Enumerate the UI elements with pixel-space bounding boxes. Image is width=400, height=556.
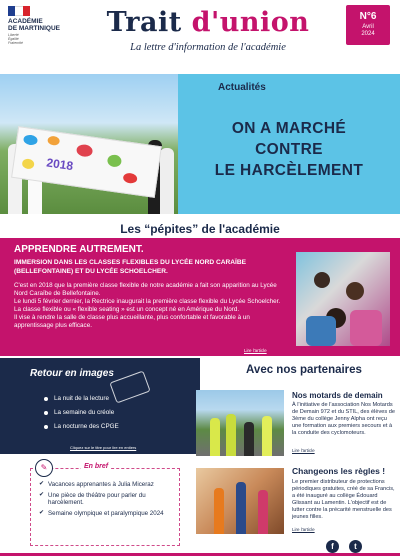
bref-title: En bref bbox=[81, 463, 111, 470]
partenaires-title: Avec nos partenaires bbox=[246, 364, 362, 376]
retour-en-images-box bbox=[0, 358, 200, 454]
issue-month: Avril bbox=[362, 24, 374, 30]
pepites-section-title: Les “pépites” de l'académie bbox=[120, 222, 280, 236]
en-bref-box bbox=[30, 463, 180, 546]
retour-link[interactable]: Cliquez sur le titre pour lire en entiers bbox=[70, 445, 137, 450]
issue-number: N°6 bbox=[359, 11, 377, 22]
org-name-line1: ACADÉMIE bbox=[8, 18, 43, 25]
pepites-paragraph: Le lundi 5 février dernier, la Rectrice inaugurait la première classe flexible du Lycée Schoelcher. bbox=[14, 298, 281, 305]
pepites-paragraph: La classe flexible ou « flexible seating » est un concept né en Amérique du Nord. bbox=[14, 306, 240, 313]
bref-item: ✔ Une pièce de théâtre pour parler du harcèlement. bbox=[39, 492, 181, 507]
header bbox=[0, 0, 400, 72]
retour-title: Retour en images bbox=[30, 368, 114, 379]
hero-section bbox=[0, 74, 400, 214]
bref-item: ✔ Vacances apprenantes à Julia Miceraz bbox=[39, 481, 181, 489]
bref-item: ✔ Semaine olympique et paralympique 2024 bbox=[39, 510, 181, 518]
pepites-heading: APPRENDRE AUTREMENT. bbox=[14, 244, 144, 255]
masthead bbox=[88, 8, 328, 53]
org-name-line2: DE MARTINIQUE bbox=[8, 25, 60, 32]
article-regles-body: Le premier distributeur de protections périodiques gratuites, créé de sa Francis, a été inauguré au collège Édouard Glissant au Lamentin. L'objectif est de lutter contre la précarité menstruelle des jeunes filles. bbox=[292, 479, 395, 520]
article-motards-body: À l'initiative de l'association Nos Motards de Demain 972 et du STIL, des élèves de 3ème du collège Jenny Alpha ont reçu une formation aux premiers secours et à la conduite des cyclomoteurs. bbox=[292, 402, 395, 436]
issue-year: 2024 bbox=[361, 31, 375, 37]
pepites-paragraph: Il vise à rendre la salle de classe plus accueillante, plus confortable et favorable à un apprentissage plus efficace. bbox=[14, 314, 250, 329]
hero-photo[interactable] bbox=[0, 74, 178, 214]
motto-2: Égalité bbox=[8, 37, 19, 41]
hero-panel bbox=[178, 74, 400, 214]
pepites-article bbox=[14, 244, 290, 330]
article-regles-title[interactable]: Changeons les règles ! bbox=[292, 466, 386, 476]
twitter-icon[interactable]: t bbox=[349, 540, 362, 553]
social-links bbox=[326, 540, 362, 553]
pepites-paragraph: C'est en 2018 que la première classe flexible de notre académie a fait son apparition au Lycée Nord Caraïbe de Bellefontaine. bbox=[14, 282, 277, 297]
newsletter-subtitle: La lettre d'information de l'académie bbox=[130, 42, 286, 53]
french-flag-icon bbox=[8, 6, 30, 16]
pepites-read-link[interactable]: Lire l'article bbox=[244, 348, 267, 353]
retour-list bbox=[44, 392, 119, 434]
motto-3: Fraternité bbox=[8, 41, 23, 45]
hero-category: Actualités bbox=[218, 82, 266, 93]
retour-item[interactable]: La nuit de la lecture bbox=[44, 392, 119, 406]
article-motards-title[interactable]: Nos motards de demain bbox=[292, 391, 383, 400]
issue-badge bbox=[346, 5, 390, 45]
newsletter-title: Trait d'union bbox=[106, 7, 310, 38]
bref-list bbox=[39, 481, 181, 520]
pepites-photo[interactable] bbox=[296, 252, 390, 346]
motards-photo[interactable] bbox=[196, 390, 284, 456]
megaphone-icon: ✎ bbox=[35, 459, 53, 477]
article-motards-link[interactable]: Lire l'article bbox=[292, 448, 315, 453]
banner-year: 2018 bbox=[45, 155, 74, 174]
retour-item[interactable]: La nocturne des CPGE bbox=[44, 420, 119, 434]
facebook-icon[interactable]: f bbox=[326, 540, 339, 553]
academy-logo bbox=[8, 6, 78, 45]
pepites-box bbox=[0, 238, 400, 356]
motto-1: Liberté bbox=[8, 33, 19, 37]
article-regles-link[interactable]: Lire l'article bbox=[292, 527, 315, 532]
retour-item[interactable]: La semaine du créole bbox=[44, 406, 119, 420]
pepites-subheading: IMMERSION DANS LES CLASSES FLEXIBLES DU LYCÉE NORD CARAÏBE (BELLEFONTAINE) ET DU LYCÉE SCHOELCHER. bbox=[14, 259, 247, 275]
pepites-body bbox=[14, 282, 290, 330]
hero-headline[interactable]: ON A MARCHÉ CONTRE LE HARCÈLEMENT bbox=[214, 120, 364, 179]
regles-photo[interactable] bbox=[196, 468, 284, 534]
